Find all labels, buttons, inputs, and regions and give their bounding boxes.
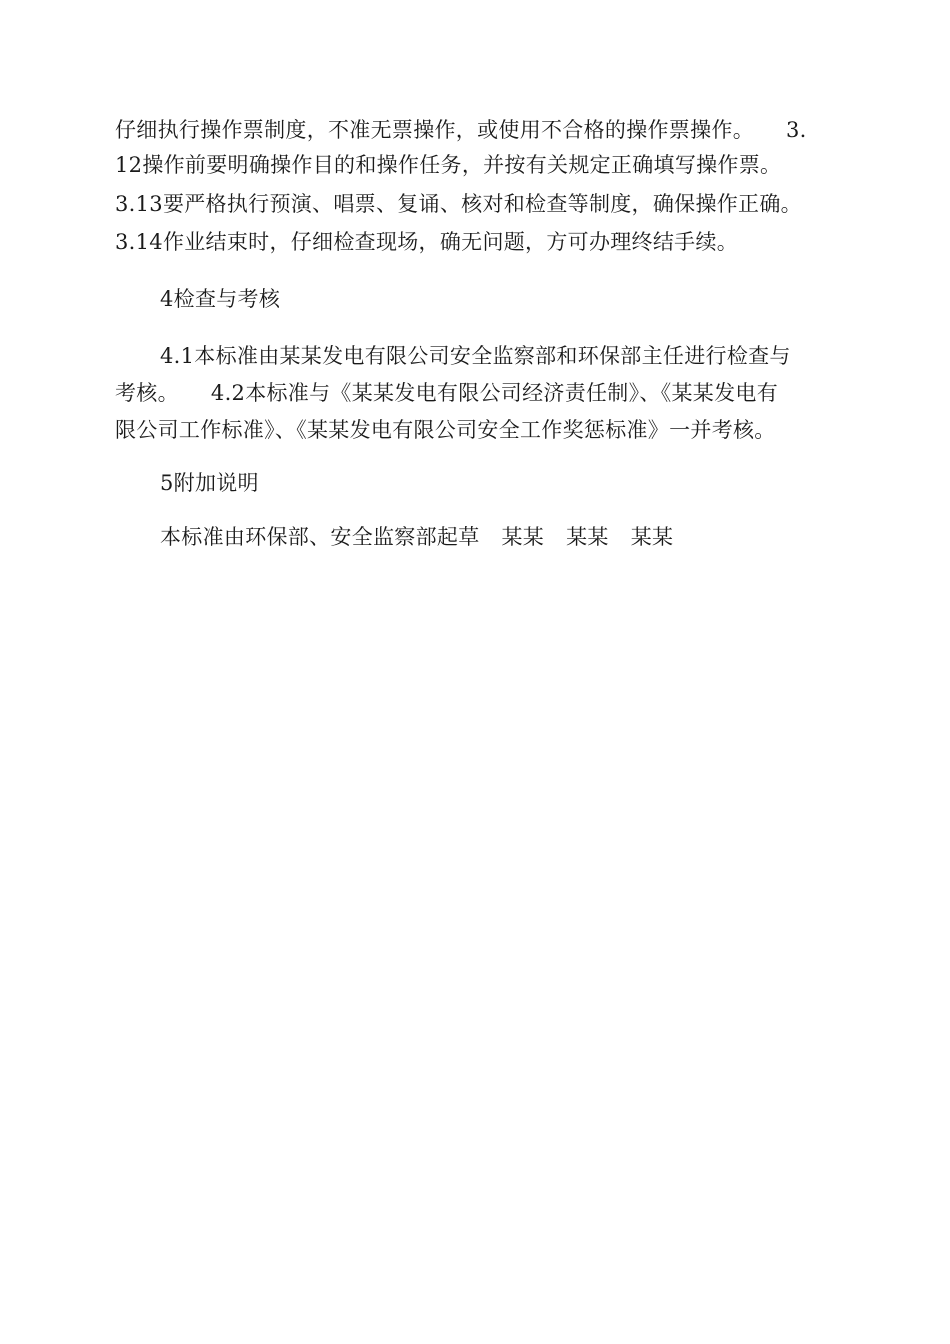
paragraph-text: 仔细执行操作票制度，不准无票操作，或使用不合格的操作票操作。	[115, 118, 754, 142]
paragraph-line	[115, 379, 778, 407]
paragraph-line: 3.14作业结束时，仔细检查现场，确无问题，方可办理终结手续。	[115, 230, 739, 254]
section-heading: 5附加说明	[160, 471, 259, 495]
author-name: 某某	[630, 525, 674, 549]
paragraph-text: 考核。	[115, 381, 179, 405]
paragraph-line: 3.13要严格执行预演、唱票、复诵、核对和检查等制度，确保操作正确。	[115, 192, 802, 216]
drafted-by-text: 本标准由环保部、安全监察部起草	[160, 525, 480, 549]
paragraph-line: 限公司工作标准》、《某某发电有限公司安全工作奖惩标准》一并考核。	[115, 418, 776, 442]
drafting-note	[160, 523, 673, 551]
author-name: 某某	[501, 525, 545, 549]
paragraph-line: 4.1本标准由某某发电有限公司安全监察部和环保部主任进行检查与	[160, 344, 791, 368]
author-name: 某某	[566, 525, 609, 549]
paragraph-text: 4.2本标准与《某某发电有限公司经济责任制》、《某某发电有	[210, 381, 779, 405]
paragraph-line	[115, 116, 807, 144]
section-heading: 4检查与考核	[160, 287, 281, 311]
paragraph-line: 12操作前要明确操作目的和操作任务，并按有关规定正确填写操作票。	[115, 153, 782, 177]
paragraph-text: 3.	[786, 118, 807, 142]
